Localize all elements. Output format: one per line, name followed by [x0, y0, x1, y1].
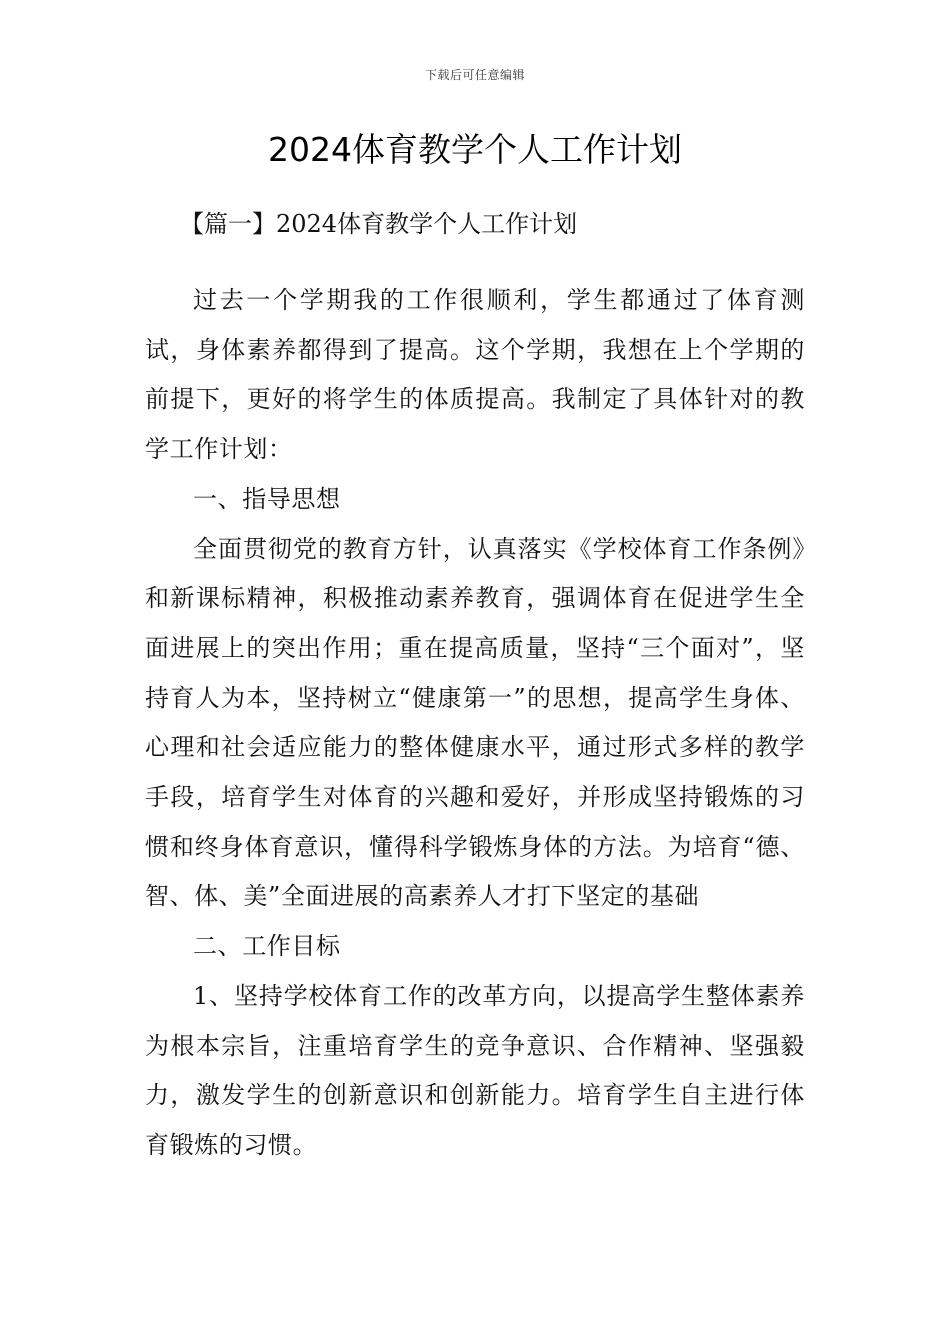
heading-guiding-principle: 一、指导思想: [193, 484, 341, 513]
work-goal-1-paragraph: 1、坚持学校体育工作的改革方向，以提高学生整体素养为根本宗旨，注重培育学生的竞争意识、合作精神、坚强毅力，激发学生的创新意识和创新能力。培育学生自主进行体育锻炼的习惯。: [145, 981, 805, 1159]
section-heading: 【篇一】2024体育教学个人工作计划: [180, 210, 578, 238]
heading-work-goals: 二、工作目标: [193, 932, 341, 961]
document-title: 2024体育教学个人工作计划: [268, 130, 682, 169]
intro-paragraph: 过去一个学期我的工作很顺利，学生都通过了体育测试，身体素养都得到了提高。这个学期，我想在上个学期的前提下，更好的将学生的体质提高。我制定了具体针对的教学工作计划：: [145, 286, 805, 464]
guiding-principle-paragraph: 全面贯彻党的教育方针，认真落实《学校体育工作条例》和新课标精神，积极推动素养教育，强调体育在促进学生全面进展上的突出作用；重在提高质量，坚持“三个面对”，坚持育人为本，坚持树立“健康第一”的思想，提高学生身体、心理和社会适应能力的整体健康水平，通过形式多样的教学手段，培育学生对体育的兴趣和爱好，并形成坚持锻炼的习惯和终身体育意识，懂得科学锻炼身体的方法。为培育“德、智、体、美”全面进展的高素养人才打下坚定的基础: [145, 534, 805, 911]
header-note: 下载后可任意编辑: [424, 68, 525, 82]
document-body: [145, 276, 805, 1171]
